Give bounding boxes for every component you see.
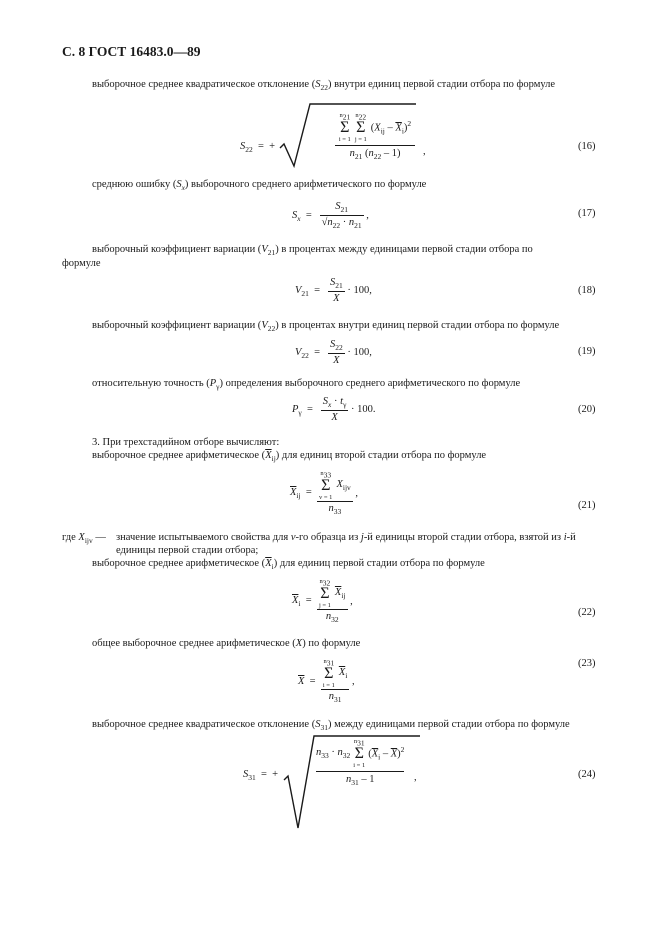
formula-24-lhs: $S_{31}$ = + bbox=[243, 769, 279, 783]
formula-20: $P_\gamma$ = $\frac{S_x \cdot t_\gamma}{X}$ · 100. bbox=[292, 396, 376, 424]
equation-number-24: (24) bbox=[578, 769, 596, 780]
equation-number-22: (22) bbox=[578, 607, 596, 618]
paragraph-py-intro: относительную точность $(P_\gamma)$ определения выборочного среднего арифметического по формуле bbox=[92, 378, 521, 392]
where-definition: значение испытываемого свойства для v-го образца из j-й единицы второй стадии отбора, взятой из i-й единицы первой стадии отбора; bbox=[116, 532, 576, 556]
equation-number-20: (20) bbox=[578, 404, 596, 415]
paragraph-s31-intro: выборочное среднее квадратическое отклонение $(S_{31})$ между единицами первой стадии отбора по формуле bbox=[92, 719, 570, 733]
where-label: где $X_{ijv}$ — bbox=[62, 532, 106, 546]
paragraph-s22-intro: выборочное среднее квадратическое отклонение $(S_{22})$ внутри единиц первой стадии отбора по формуле bbox=[92, 79, 556, 93]
formula-16-fraction: $n_{21}$ Σ i = 1 $n_{22}$ Σ j = 1 $(X_{ij} - \overline{X}_i)^2$ $n_{21}$ $(n_{22} - 1)$ bbox=[335, 112, 415, 161]
equation-number-23: (23) bbox=[578, 658, 596, 669]
equation-number-19: (19) bbox=[578, 346, 596, 357]
paragraph-v22-intro: выборочный коэффициент вариации $(V_{22})$ в процентах внутри единиц первой стадии отбора по формуле bbox=[92, 320, 560, 334]
equation-number-17: (17) bbox=[578, 208, 596, 219]
paragraph-sx-intro: среднюю ошибку $(S_x)$ выборочного среднего арифметического по формуле bbox=[92, 179, 427, 193]
equation-number-18: (18) bbox=[578, 285, 596, 296]
formula-16-lhs: $S_{22}$ = + bbox=[240, 141, 276, 155]
formula-24-fraction: $n_{33} \cdot n_{32}$ $n_{31}$ Σ i = 1 $(\overline{X}_i - \overline{X})^2$ $n_{31} - 1$ bbox=[316, 738, 405, 788]
equation-number-16: (16) bbox=[578, 141, 596, 152]
formula-17: $S_x$ = $\frac{S_{21}}{√n_{22} \cdot n_{21}}$ , bbox=[292, 201, 369, 231]
paragraph-x-intro: общее выборочное среднее арифметическое (X) по формуле bbox=[92, 638, 361, 649]
formula-23: $\overline{X}$ = $n_{31}$ Σ i = 1 $\overline{X}_i$ $n_{31}$ , bbox=[298, 658, 355, 705]
paragraph-xij-intro: выборочное среднее арифметическое $(\overline{X}_{ij})$ для единиц второй стадии отбора по формуле bbox=[92, 450, 487, 464]
page-header: С. 8 ГОСТ 16483.0—89 bbox=[62, 44, 201, 59]
paragraph-v21-cont: формуле bbox=[62, 258, 101, 269]
paragraph-xi-intro: выборочное среднее арифметическое $(\overline{X}_i)$ для единиц первой стадии отбора по формуле bbox=[92, 558, 485, 572]
formula-21: $\overline{X}_{ij}$ = $n_{33}$ Σ v = 1 $X_{ijv}$ $n_{33}$ , bbox=[290, 470, 359, 517]
equation-number-21: (21) bbox=[578, 500, 596, 511]
formula-18: $V_{21}$ = $\frac{S_{21}}{X}$ · 100, bbox=[295, 277, 372, 305]
formula-19: $V_{22}$ = $\frac{S_{22}}{X}$ · 100, bbox=[295, 339, 372, 367]
paragraph-three-stage: 3. При трехстадийном отборе вычисляют: bbox=[92, 437, 280, 448]
formula-22: $\overline{X}_i$ = $n_{32}$ Σ j = 1 $\overline{X}_{ij}$ $n_{32}$ , bbox=[292, 578, 353, 625]
paragraph-v21-intro: выборочный коэффициент вариации $(V_{21})$ в процентах между единицами первой стадии отбора по bbox=[92, 244, 533, 258]
